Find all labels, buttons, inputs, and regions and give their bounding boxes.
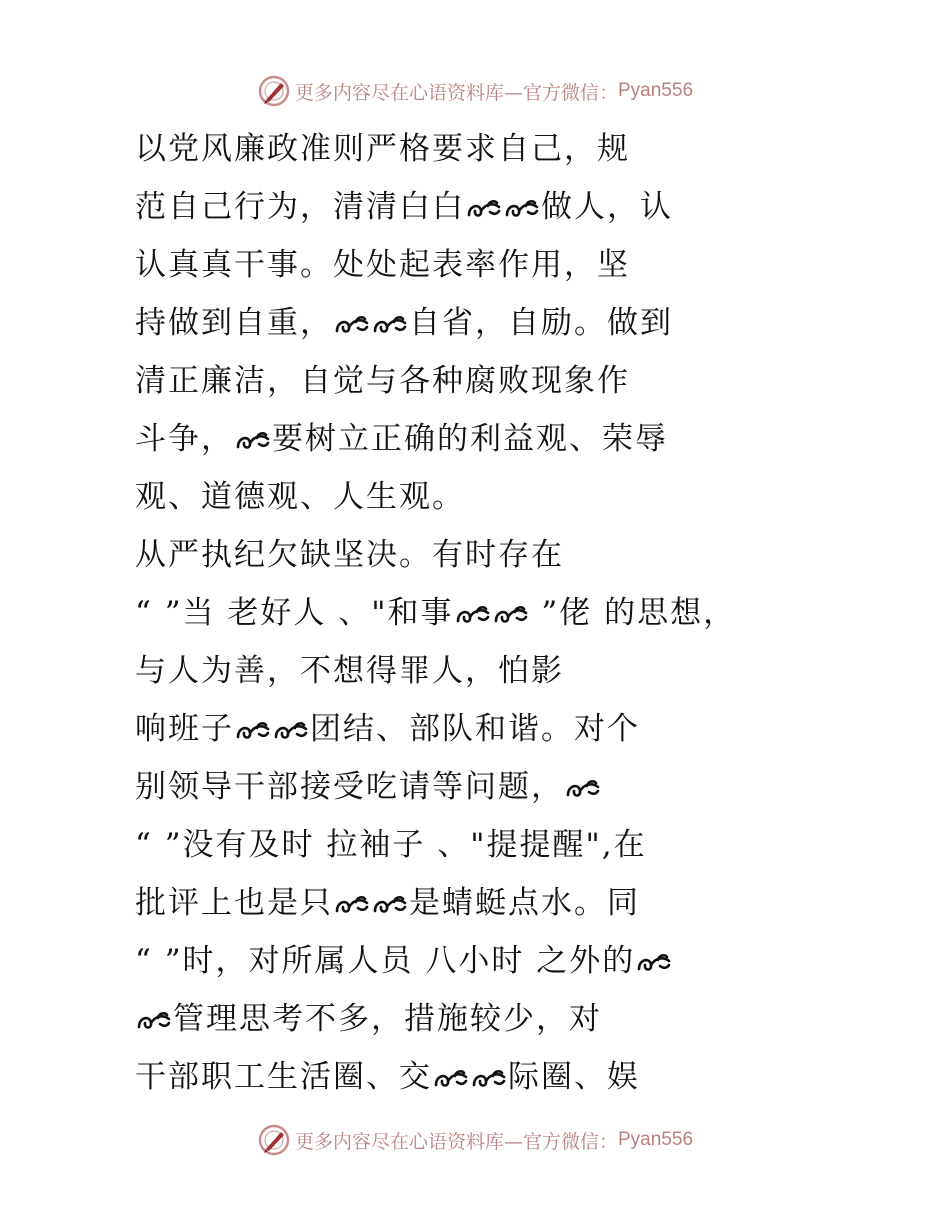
document-line xyxy=(135,526,564,584)
flourish-ornament-icon xyxy=(455,603,491,625)
line-text: 团结、部队和谐。对个 xyxy=(310,711,640,747)
document-line xyxy=(135,410,668,468)
line-text: 管理思考不多，措施较少，对 xyxy=(173,1001,602,1037)
line-text: 以党风廉政准则严格要求自己，规 xyxy=(135,131,630,167)
document-line xyxy=(135,874,640,932)
flourish-ornament-icon xyxy=(493,603,529,625)
flourish-ornament-icon xyxy=(372,313,408,335)
pen-logo-icon xyxy=(257,74,291,108)
line-text: 斗争， xyxy=(135,421,234,457)
flourish-ornament-icon xyxy=(136,1009,172,1031)
document-line xyxy=(135,700,640,758)
flourish-ornament-icon xyxy=(334,893,370,915)
line-text: 别领导干部接受吃请等问题， xyxy=(135,769,564,805)
flourish-ornament-icon xyxy=(433,1067,469,1089)
document-line xyxy=(135,584,736,642)
document-line xyxy=(135,758,602,816)
flourish-ornament-icon xyxy=(273,719,309,741)
footer-watermark xyxy=(0,1120,950,1160)
flourish-ornament-icon xyxy=(504,197,540,219)
flourish-ornament-icon xyxy=(471,1067,507,1089)
line-text: 做人，认 xyxy=(541,189,673,225)
line-text: 从严执纪欠缺坚决。有时存在 xyxy=(135,537,564,573)
document-line xyxy=(135,816,647,874)
flourish-ornament-icon xyxy=(636,951,672,973)
line-text: 观、道德观、人生观。 xyxy=(135,479,465,515)
flourish-ornament-icon xyxy=(372,893,408,915)
flourish-ornament-icon xyxy=(235,429,271,451)
pen-logo-icon xyxy=(257,1123,291,1157)
line-text: 认真真干事。处处起表率作用，坚 xyxy=(135,247,630,283)
line-text: 是蜻蜓点水。同 xyxy=(409,885,640,921)
watermark-wechat-id: Pyan556 xyxy=(618,1129,694,1150)
flourish-ornament-icon xyxy=(466,197,502,219)
line-text: 干部职工生活圈、交 xyxy=(135,1059,432,1095)
watermark-text: 更多内容尽在心语资料库—官方微信： xyxy=(294,81,618,104)
document-line xyxy=(135,120,630,178)
document-line xyxy=(135,642,564,700)
document-line xyxy=(135,294,673,352)
watermark-text: 更多内容尽在心语资料库—官方微信： xyxy=(294,1130,618,1153)
document-line xyxy=(135,178,673,236)
document-line xyxy=(135,352,630,410)
header-watermark xyxy=(0,71,950,111)
line-text: 要树立正确的利益观、荣辱 xyxy=(272,421,668,457)
flourish-ornament-icon xyxy=(235,719,271,741)
document-line xyxy=(135,932,673,990)
document-line xyxy=(135,1048,640,1106)
line-text: 范自己行为，清清白白 xyxy=(135,189,465,225)
line-text: “ ”没有及时 拉袖子 、"提提醒",在 xyxy=(135,827,647,863)
flourish-ornament-icon xyxy=(334,313,370,335)
line-text: 与人为善，不想得罪人，怕影 xyxy=(135,653,564,689)
line-text: ”佬 的思想， xyxy=(529,595,737,631)
line-text: “ ”时，对所属人员 八小时 之外的 xyxy=(135,943,636,979)
line-text: 批评上也是只 xyxy=(135,885,333,921)
document-line xyxy=(135,468,465,526)
line-text: 自省，自励。做到 xyxy=(409,305,673,341)
document-line xyxy=(135,236,630,294)
line-text: 持做到自重， xyxy=(135,305,333,341)
flourish-ornament-icon xyxy=(565,777,601,799)
line-text: 际圈、娱 xyxy=(508,1059,640,1095)
line-text: 清正廉洁，自觉与各种腐败现象作 xyxy=(135,363,630,399)
watermark-wechat-id: Pyan556 xyxy=(618,80,694,101)
document-line xyxy=(135,990,602,1048)
line-text: “ ”当 老好人 、"和事 xyxy=(135,595,454,631)
line-text: 响班子 xyxy=(135,711,234,747)
